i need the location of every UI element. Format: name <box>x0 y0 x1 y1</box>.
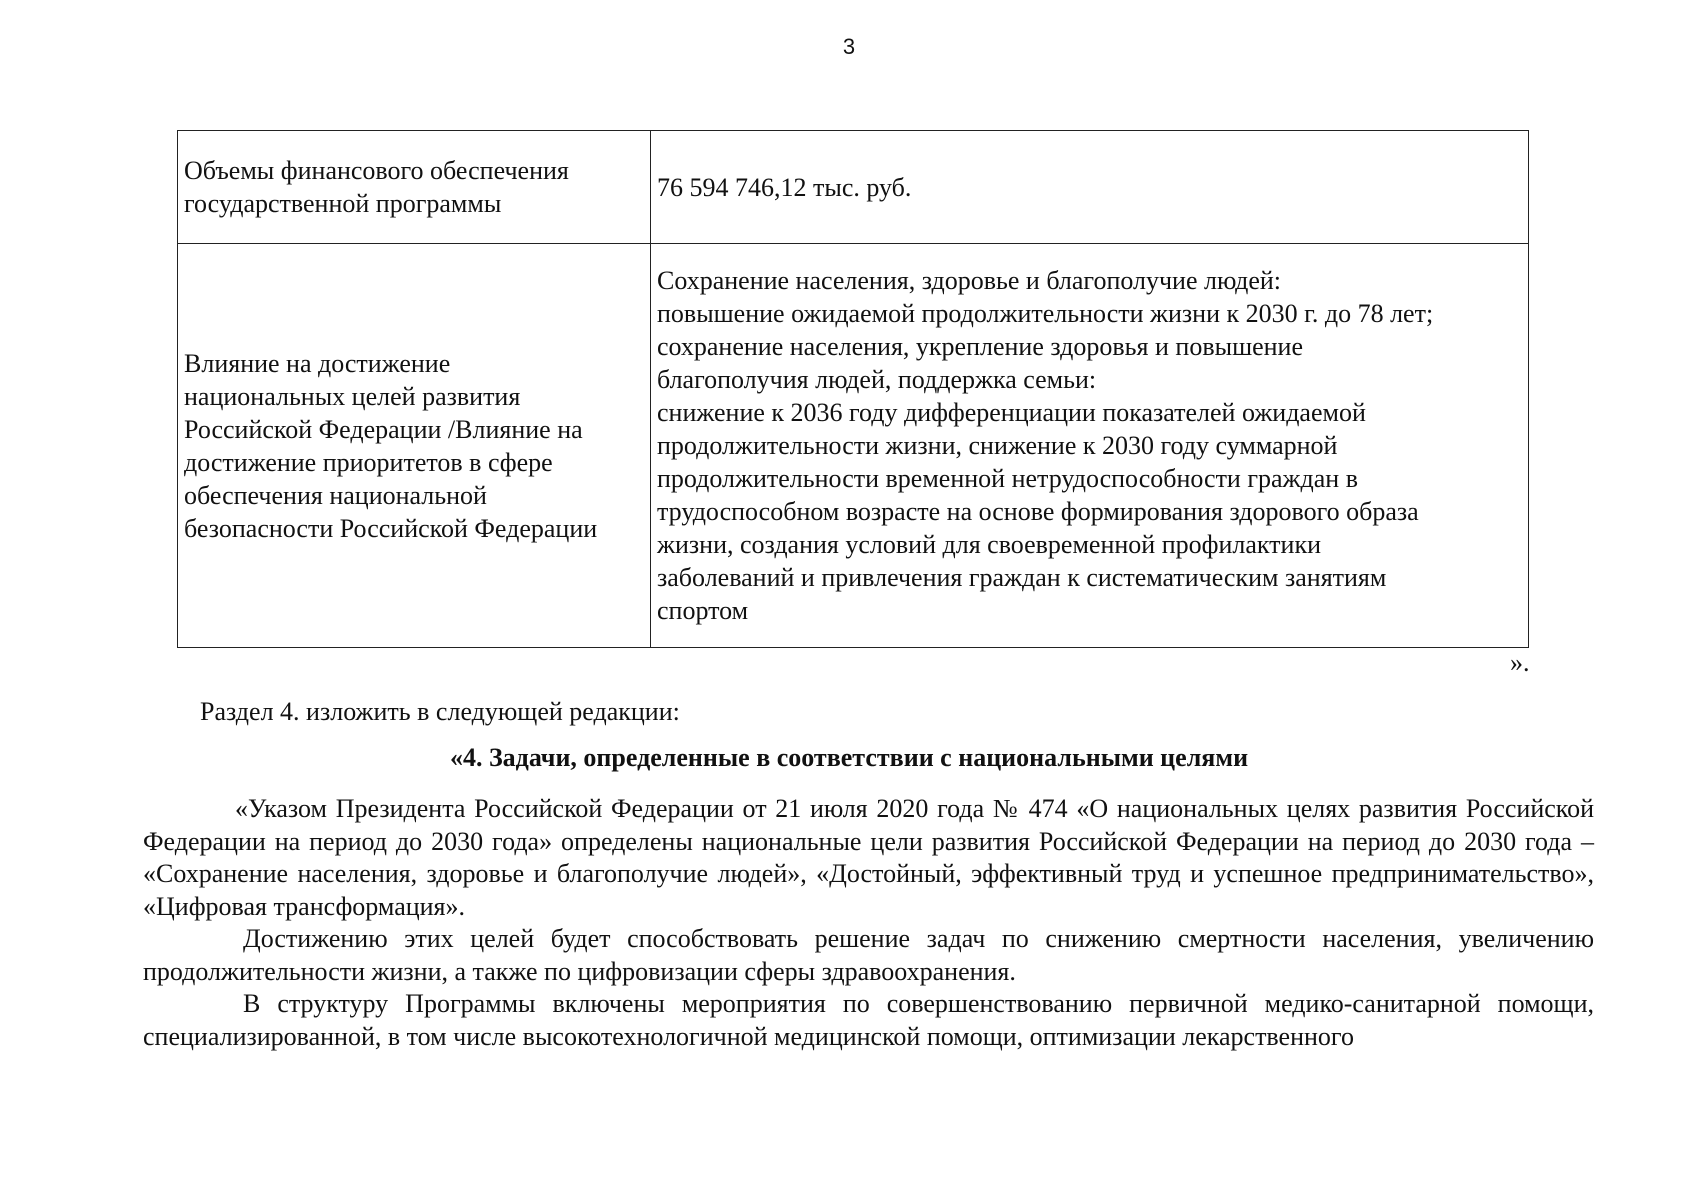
paragraph: Достижению этих целей будет способствовать решение задач по снижению смертности населения, увеличению продолжительности жизни, а также по цифровизации сферы здравоохранения. <box>143 924 1594 986</box>
cell-line: достижение приоритетов в сфере <box>184 447 553 477</box>
cell-line: 76 594 746,12 тыс. руб. <box>657 172 912 202</box>
table-row-national-goals <box>178 244 1529 648</box>
paragraph: В структуру Программы включены мероприятия по совершенствованию первичной медико-санитарной помощи, специализированной, в том числе высокотехнологичной медицинской помощи, оптимизации лекарственного <box>143 989 1594 1051</box>
cell-line: Влияние на достижение <box>184 348 451 378</box>
cell-line: жизни, создания условий для своевременной профилактики <box>657 530 1322 559</box>
cell-line: трудоспособном возрасте на основе формирования здорового образа <box>657 497 1419 526</box>
page-number: 3 <box>842 34 856 59</box>
cell-line: обеспечения национальной <box>184 480 487 510</box>
cell-line: Объемы финансового обеспечения <box>184 156 569 185</box>
cell-line: благополучия людей, поддержка семьи: <box>657 365 1097 394</box>
cell-line: сохранение населения, укрепление здоровья и повышение <box>657 332 1304 361</box>
cell-line: продолжительности жизни, снижение к 2030 году суммарной <box>657 431 1338 460</box>
section-body <box>143 793 1594 1053</box>
paragraph: «Указом Президента Российской Федерации от 21 июля 2020 года № 474 «О национальных целях развития Российской Федерации на период до 2030 года» определены национальные цели развития Российской Федерации на период до 2030 года – «Сохранение населения, здоровье и благополучие людей», «Достойный, эффективный труд и успешное предпринимательство», «Цифровая трансформация». <box>143 794 1594 921</box>
cell-line: Сохранение населения, здоровье и благополучие людей: <box>657 266 1281 295</box>
cell-line: снижение к 2036 году дифференциации показателей ожидаемой <box>657 398 1366 427</box>
table-row-financing <box>178 131 1529 244</box>
amendment-instruction: Раздел 4. изложить в следующей редакции: <box>200 697 680 726</box>
cell-line: заболеваний и привлечения граждан к систематическим занятиям <box>657 563 1387 592</box>
cell-line: спортом <box>657 596 749 625</box>
cell-line: государственной программы <box>184 189 502 218</box>
table-cell-financing-value <box>651 131 1529 244</box>
table-cell-financing-label <box>178 131 651 244</box>
program-passport-table <box>177 130 1529 648</box>
cell-line: национальных целей развития <box>184 381 521 411</box>
cell-line: продолжительности временной нетрудоспособности граждан в <box>657 464 1358 493</box>
cell-line: повышение ожидаемой продолжительности жизни к 2030 г. до 78 лет; <box>657 299 1434 328</box>
table-closing-quote: ». <box>1510 648 1530 677</box>
table-cell-national-goals-value <box>651 244 1529 648</box>
cell-line: безопасности Российской Федерации <box>184 513 598 543</box>
section-heading: «4. Задачи, определенные в соответствии с национальными целями <box>449 743 1249 772</box>
table-cell-national-goals-label <box>178 244 651 648</box>
cell-line: Российской Федерации /Влияние на <box>184 414 583 444</box>
